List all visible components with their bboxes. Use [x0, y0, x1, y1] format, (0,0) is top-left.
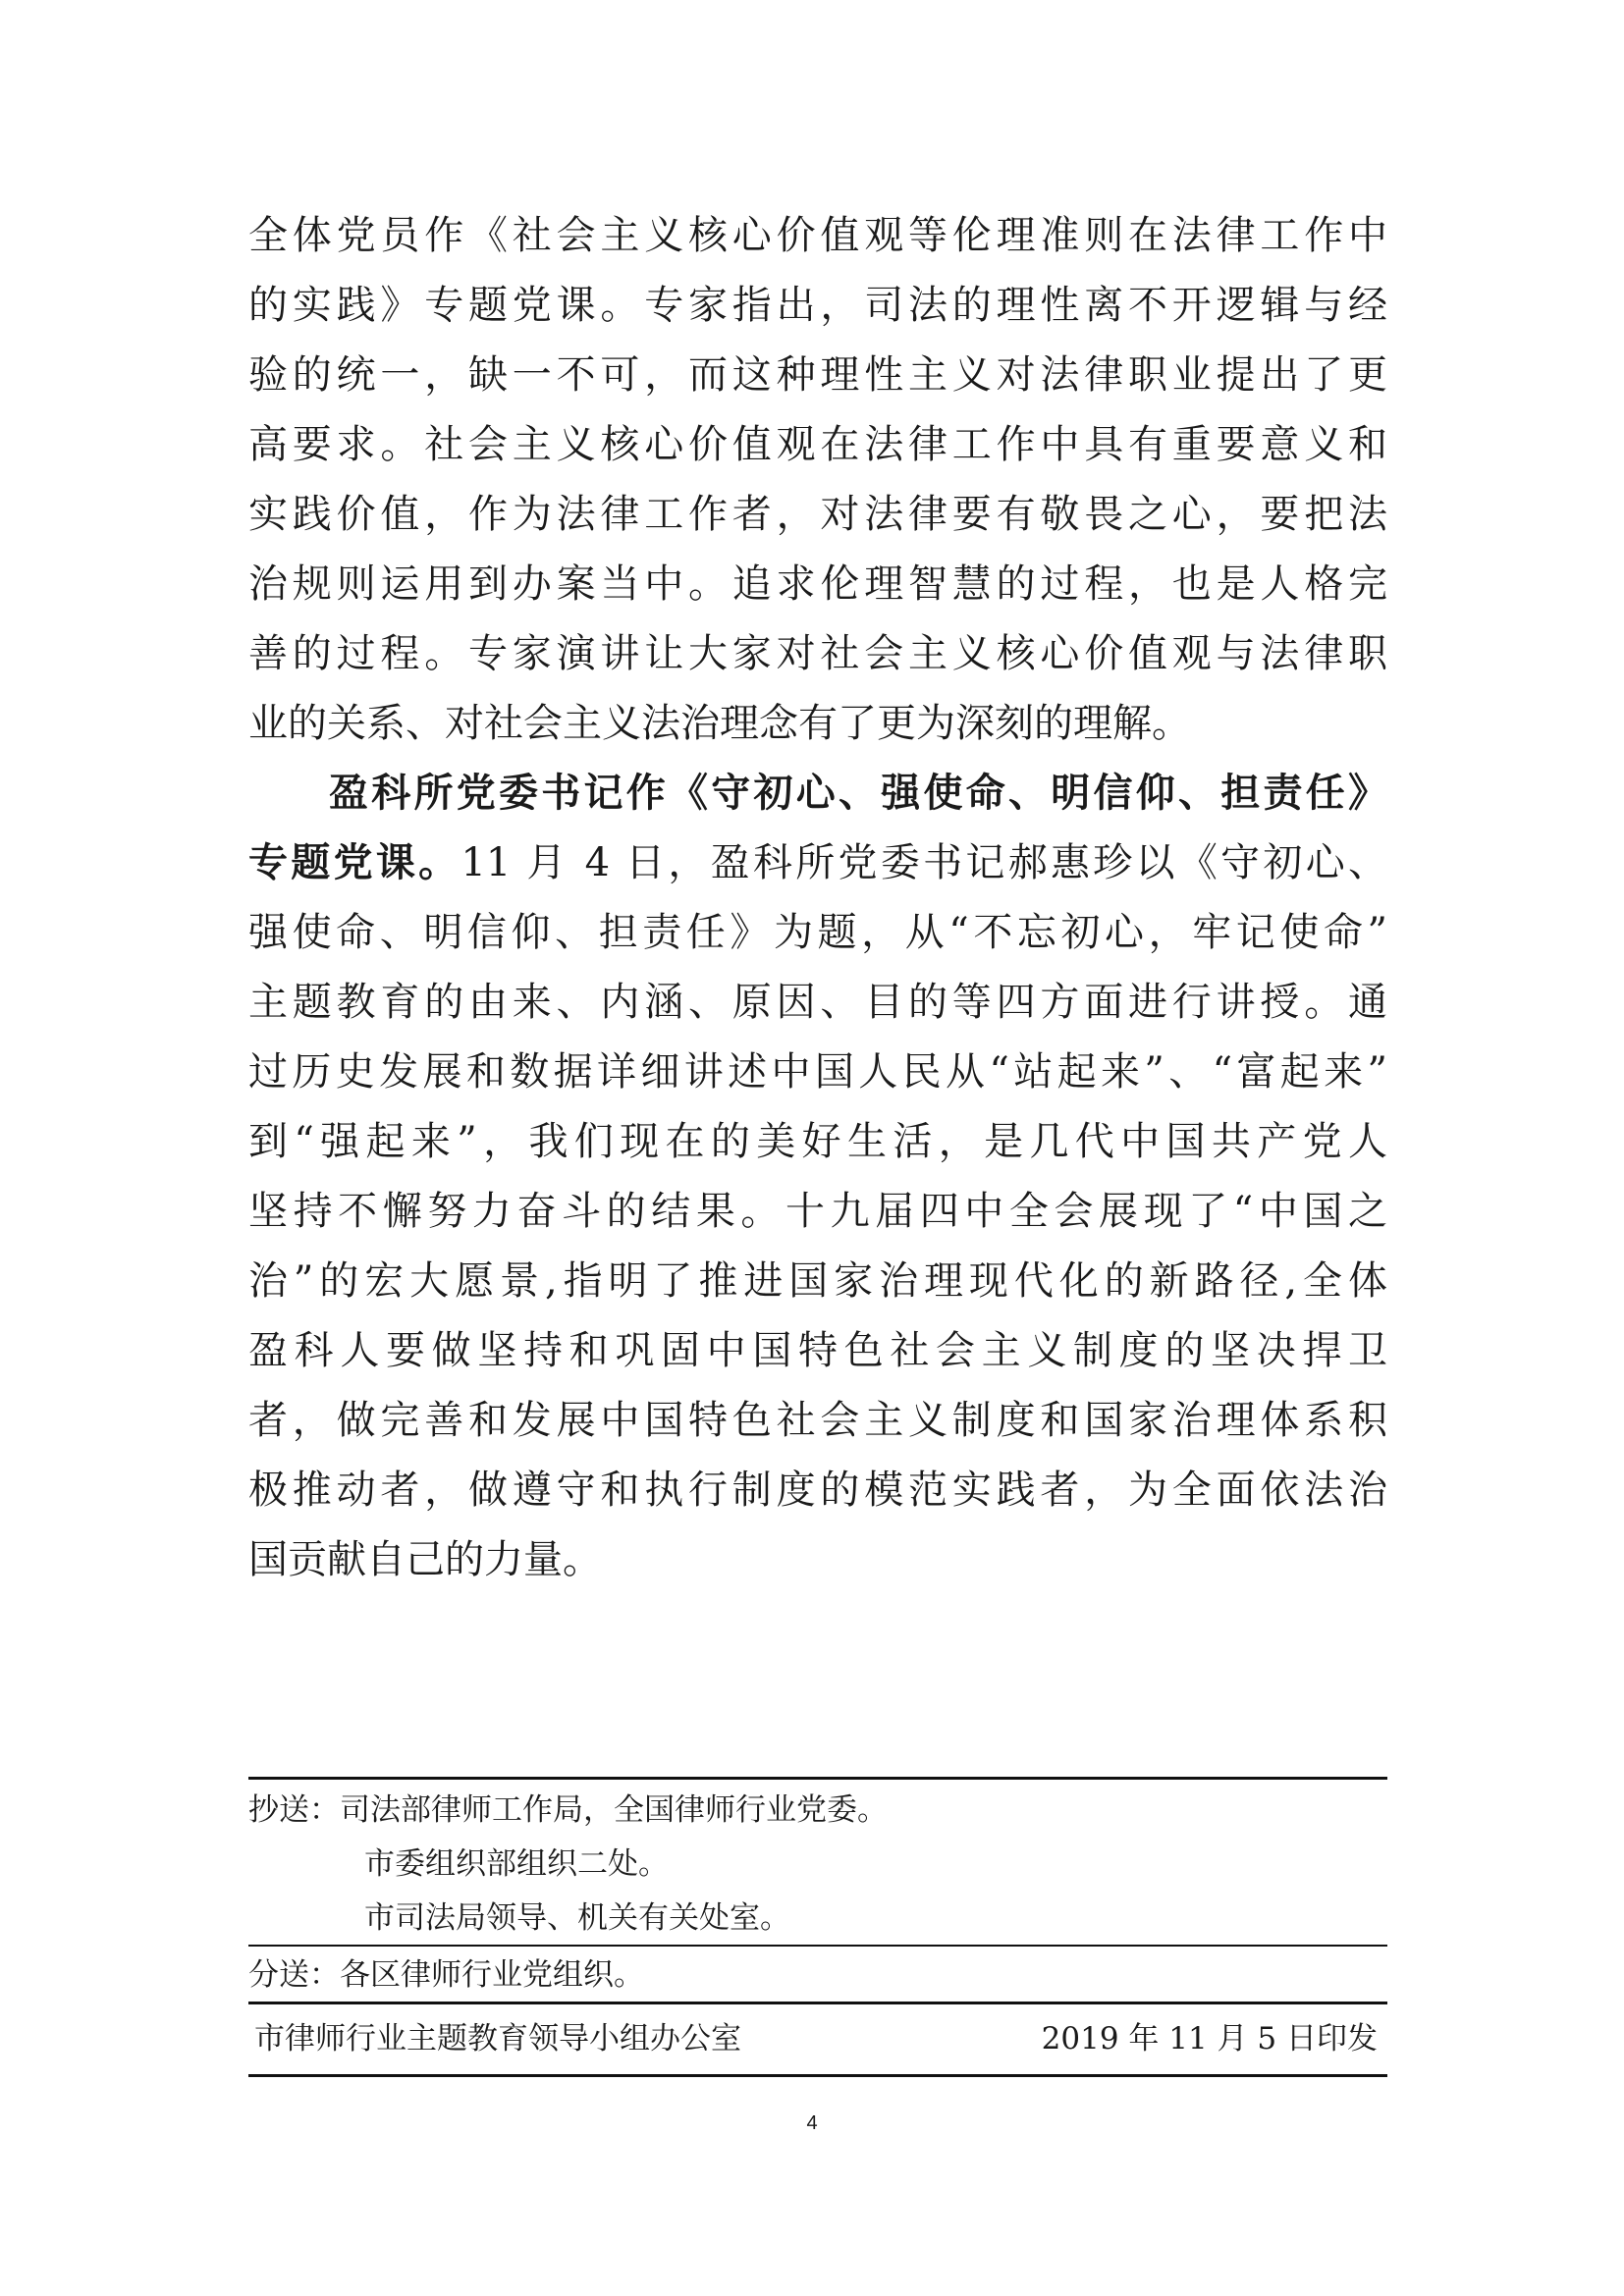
paragraph1-line: 验的统一，缺一不可，而这种理性主义对法律职业提出了更 [248, 352, 1387, 398]
paragraph2-line: 极推动者，做遵守和执行制度的模范实践者，为全面依法治 [248, 1468, 1387, 1513]
send-row [248, 1949, 1387, 1994]
paragraph2-line: 主题教育的由来、内涵、原因、目的等四方面进行讲授。通 [248, 980, 1387, 1025]
cc-row-1 [248, 1785, 1387, 1829]
top-rule [248, 1777, 1387, 1780]
paragraph2-line: 坚持不懈努力奋斗的结果。十九届四中全会展现了“中国之 [248, 1189, 1387, 1234]
paragraph1-line: 高要求。社会主义核心价值观在法律工作中具有重要意义和 [248, 422, 1387, 467]
paragraph2-heading-line2 [248, 828, 1387, 898]
cc-row-2 [364, 1839, 1503, 1883]
footer-bottom-rule [248, 2074, 1387, 2077]
cc-recipient-3: 市司法局领导、机关有关处室。 [364, 1900, 790, 1936]
cc-recipient-2: 市委组织部组织二处。 [364, 1846, 669, 1882]
paragraph2-line: 过历史发展和数据详细讲述中国人民从“站起来”、“富起来” [248, 1049, 1387, 1095]
page-number: 4 [806, 2112, 818, 2134]
paragraph1-line: 治规则运用到办案当中。追求伦理智慧的过程，也是人格完 [248, 561, 1387, 607]
paragraph2-line: 者，做完善和发展中国特色社会主义制度和国家治理体系积 [248, 1398, 1387, 1443]
paragraph2-line-rest: 11 月 4 日，盈科所党委书记郝惠珍以《守初心、 [460, 840, 1388, 885]
paragraph2-line: 到“强起来”，我们现在的美好生活，是几代中国共产党人 [248, 1119, 1387, 1164]
cc-row-3 [364, 1893, 1503, 1937]
issue-footer [248, 2013, 1387, 2058]
footer-top-rule [248, 2002, 1387, 2004]
cc-label: 抄送： [248, 1792, 340, 1828]
body-text [248, 201, 1387, 1595]
paragraph2-line: 强使命、明信仰、担责任》为题，从“不忘初心，牢记使命” [248, 910, 1387, 955]
send-recipient: 各区律师行业党组织。 [340, 1957, 644, 1993]
paragraph1-line: 全体党员作《社会主义核心价值观等伦理准则在法律工作中 [248, 213, 1387, 258]
paragraph2-line: 盈科人要做坚持和巩固中国特色社会主义制度的坚决捍卫 [248, 1328, 1387, 1373]
cc-recipient-1: 司法部律师工作局，全国律师行业党委。 [340, 1792, 888, 1828]
paragraph2-heading: 盈科所党委书记作《守初心、强使命、明信仰、担责任》 [329, 771, 1387, 816]
paragraph2-line: 国贡献自己的力量。 [248, 1537, 602, 1582]
issue-date: 2019 年 11 月 5 日印发 [1041, 2021, 1378, 2056]
issuer-name: 市律师行业主题教育领导小组办公室 [254, 2021, 741, 2056]
paragraph1-line: 实践价值，作为法律工作者，对法律要有敬畏之心，要把法 [248, 492, 1387, 537]
paragraph1-line: 业的关系、对社会主义法治理念有了更为深刻的理解。 [248, 701, 1191, 746]
paragraph1-line: 善的过程。专家演讲让大家对社会主义核心价值观与法律职 [248, 631, 1387, 676]
paragraph2-line: 治”的宏大愿景,指明了推进国家治理现代化的新路径,全体 [248, 1258, 1387, 1304]
paragraph1-line: 的实践》专题党课。专家指出，司法的理性离不开逻辑与经 [248, 283, 1387, 328]
paragraph2-heading-bold: 专题党课。 [248, 840, 461, 885]
send-label: 分送： [248, 1957, 340, 1993]
middle-rule [248, 1945, 1387, 1947]
